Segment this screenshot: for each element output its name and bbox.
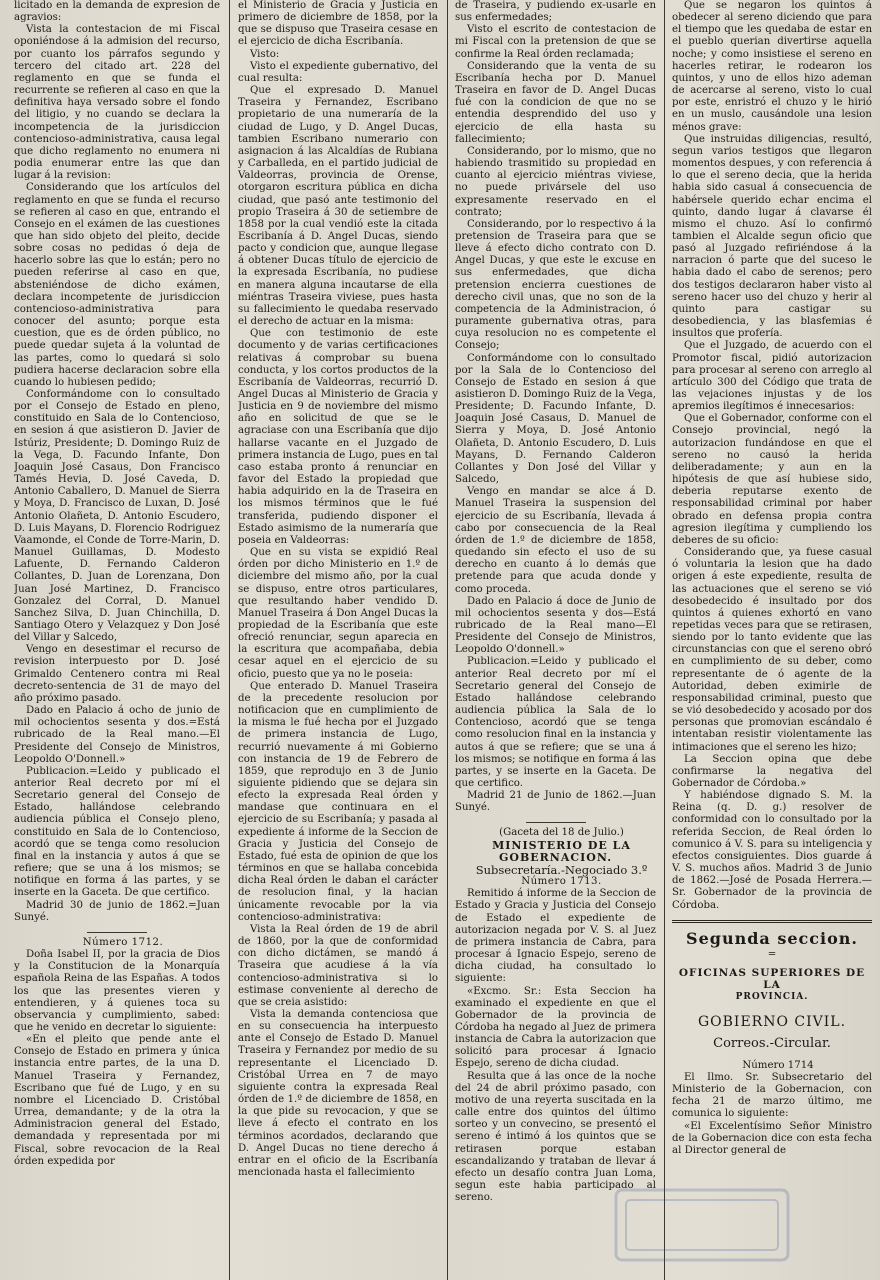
paragraph: Considerando, por lo respectivo á la pretension de Traseira para que se lleve á efecto dicho contrato con D. Angel Ducas, y que este le excuse en sus enfermedades, que dicha pretension encierra cuestiones de derecho civil unas, que no son de la competencia de la Administracion, ó puramente gubernativa otras, para cuya resolucion no es competente el Consejo; bbox=[455, 218, 656, 352]
paragraph: Visto: bbox=[250, 48, 280, 60]
paragraph: «Excmo. Sr.: Esta Seccion ha examinado el expediente en que el Gobernador de la provincia de Córdoba ha negado al Juez de primera instancia de Cabra la autorizacion que solicitó para procesar á Ignacio Espejo, sereno de dicha ciudad. bbox=[455, 985, 656, 1070]
offices-heading: OFICINAS SUPERIORES DE LA bbox=[678, 967, 866, 992]
paragraph: Considerando que los artículos del reglamento en que se funda el recurso se refieren al caso en que, entrando el Consejo en el exámen de las cuestiones que han sido objeto del pleito, decide sobre cosas no pedidas ó deja de hacerlo sobre las que lo están; pero no pueden referirse al caso en que, absteniéndose de dicho exámen, declara incompetente de jurisdiccion contencioso-administrativa para conocer del asunto; porque esta cuestion, que es de órden público, no puede quedar sujeta á la voluntad de las partes, como lo quedará si solo pudiera hacerse declaracion sobre ella cuando lo hubiesen pedido; bbox=[14, 182, 220, 388]
library-stamp bbox=[612, 1180, 792, 1270]
paragraph: Que enterado D. Manuel Traseira de la precedente resolucion por notificacion que en cumplimiento de la misma le fué hecha por el Juzgado de primera instancia de Lugo, recurrió nuevamente á mi Gobierno con instancia de 19 de Febrero de 1859, que reprodujo en 3 de Junio siguiente pidiendo que se dejara sin efecto la expresada Real órden y mandase que continuara en el ejercicio de su Escribanía; y pasada al expediente á informe de la Seccion de Gracia y Justicia del Consejo de Estado, fué esta de opinion de que los términos en que se hallaba concebida dicha Real órden le daban el carácter de resolucion final, y la hacian únicamente revocable por la via contencioso-administrativa: bbox=[238, 680, 438, 923]
dateline: Madrid 21 de Junio de 1862.—Juan Sunyé. bbox=[455, 790, 656, 814]
paragraph: Conformándome con lo consultado por la Sala de lo Contencioso del Consejo de Estado en sesion á que asistieron D. Domingo Ruiz de la Vega, Presidente; D. Facundo Infante, D. Joaquin José Casaus, D. Manuel de Sierra y Moya, D. José Antonio Olañeta, D. Antonio Escudero, D. Luis Mayans, D. Fernando Calderon Collantes y Don José del Villar y Salcedo, bbox=[455, 352, 656, 486]
divider bbox=[87, 932, 147, 933]
column-rule bbox=[447, 0, 448, 1280]
paragraph: Vista la demanda contenciosa que en su consecuencia ha interpuesto ante el Consejo de Estado D. Manuel Traseira y Fernandez por medio de su representante el Licenciado D. Cristóbal Urrea en 7 de mayo siguiente contra la expresada Real órden de 1.º de diciembre de 1858, en la que pide su revocacion, y que se lleve á efecto el contrato en los términos acordados, declarando que D. Angel Ducas no tiene derecho á entrar en el oficio de la Escribanía mencionada hasta el fallecimiento bbox=[238, 1008, 438, 1178]
paragraph: «En el pleito que pende ante el Consejo de Estado en primera y única instancia entre partes, de la una D. Manuel Traseira y Fernandez, Escribano que fué de Lugo, y en su nombre el Licenciado D. Cristóbal Urrea, demandante; y de la otra la Administracion general del Estado, demandada y representada por mi Fiscal, sobre revocacion de la Real órden expedida por bbox=[14, 1034, 220, 1167]
gaceta-reference: (Gaceta del 18 de Julio.) bbox=[499, 827, 624, 839]
column-rule bbox=[664, 0, 665, 1280]
paragraph: Publicacion.=Leido y publicado el anterior Real decreto por mí el Secretario general del Consejo de Estado, hallándose celebrando audiencia pública el Consejo pleno, constituido en Sala de lo Contencioso, acordó que se tenga como resolucion final en la instancia y autos á que se refiere; que se una á los mismos; se notifique en forma á las partes, y se inserte en la Gaceta. De que certifico. bbox=[14, 765, 220, 899]
paragraph: Considerando, por lo mismo, que no habiendo trasmitido su propiedad en cuanto al ejercicio miéntras viviese, no puede privársele del uso expresamente reservado en el contrato; bbox=[455, 145, 656, 218]
paragraph: Que con testimonio de este documento y de varias certificaciones relativas á comprobar su buena conducta, y los cortos productos de la Escribanía de Valdeorras, recurrió D. Angel Ducas al Ministerio de Gracia y Justicia en 9 de noviembre del mismo año en solicitud de que se le agraciase con una Escribanía que dijo hallarse vacante en el Juzgado de primera instancia de Lugo, pues en tal caso estaba pronto á renunciar en favor del Estado la propiedad que habia adquirido en la de Traseira en los mismos términos que le fué transferida, pudiendo disponer el Estado asimismo de la numeraría que poseia en Valdeorras: bbox=[238, 328, 438, 546]
circular-heading: Correos.-Circular. bbox=[713, 1035, 831, 1051]
paragraph: Publicacion.=Leido y publicado el anterior Real decreto por mí el Secretario general del Consejo de Estado hallándose celebrando audiencia pública la Sala de lo Contencioso, acordó que se tenga como resolucion final en la instancia y autos á que se refiere; que se una á los mismos; se notifique en forma á las partes, y se inserte en la Gaceta. De que certifico. bbox=[455, 656, 656, 789]
paragraph: Que en su vista se expidió Real órden por dicho Ministerio en 1.º de diciembre del mismo año, por la cual se dispuso, entre otros particulares, que resultando haber vendido D. Manuel Traseira á Don Angel Ducas la propiedad de la Escribanía que este ofreció renunciar, segun aparecia en la escritura que acompañaba, debia cesar aquel en el ejercicio de su oficio, puesto que ya no le poseia: bbox=[238, 547, 438, 680]
paragraph: Visto el expediente gubernativo, del cual resulta: bbox=[238, 60, 438, 84]
column-rule bbox=[229, 0, 230, 1280]
column-1 bbox=[14, 0, 220, 1280]
section-separator: = bbox=[767, 948, 777, 960]
document-number: Número 1712. bbox=[82, 936, 164, 948]
paragraph: Dado en Palacio á ocho de junio de mil ochocientos sesenta y dos.=Está rubricado de la Real mano.—El Presidente del Consejo de Ministros, Leopoldo O'Donnell.» bbox=[14, 705, 220, 765]
paragraph: Que el Gobernador, conforme con el Consejo provincial, negó la autorizacion fundándose en que el sereno no causó la herida deliberadamente; y aun en la hipótesis de que así hubiese sido, deberia reputarse exento de responsabilidad criminal por haber obrado en defensa propia contra agresion ilegítima y cumpliendo los deberes de su oficio: bbox=[672, 413, 872, 546]
subsection-heading: Subsecretaría.-Negociado 3.º bbox=[475, 862, 648, 877]
divider bbox=[526, 822, 586, 823]
section-heading: Segunda seccion. bbox=[672, 920, 872, 945]
paragraph: Que el Juzgado, de acuerdo con el Promotor fiscal, pidió autorizacion para procesar al sereno con arreglo al artículo 300 del Código que trata de las vejaciones injustas y de los apremios ilegítimos é innecesarios: bbox=[672, 340, 872, 413]
dateline: Madrid 30 de junio de 1862.=Juan Sunyé. bbox=[14, 899, 220, 923]
paragraph: «El Excelentísimo Señor Ministro de la Gobernacion dice con esta fecha al Director general de bbox=[672, 1120, 872, 1156]
paragraph: Resulta que á las once de la noche del 24 de abril próximo pasado, con motivo de una reyerta suscitada en la calle entre dos quintos del último sorteo y un convecino, se presentó el sereno é intimó á los quintos que se retirasen porque estaban escandalizando y trataban de llevar á efecto un desafío contra Juan Loma, segun este habia participado al sereno. bbox=[455, 1070, 656, 1204]
paragraph: licitado en la demanda de expresion de agravios: bbox=[14, 0, 220, 24]
paragraph: Vista la Real órden de 19 de abril de 1860, por la que de conformidad con dicho dictámen, se mandó á Traseira que acudiese á la vía contencioso-administrativa si lo estimase conveniente al derecho de que se creia asistido: bbox=[238, 923, 438, 1008]
paragraph: Dado en Palacio á doce de Junio de mil ochocientos sesenta y dos—Está rubricado de la Real mano—El Presidente del Consejo de Ministros, Leopoldo O'donnell.» bbox=[455, 595, 656, 656]
paragraph: Remitido á informe de la Seccion de Estado y Gracia y Justicia del Consejo de Estado el expediente de autorizacion negada por V. S. al Juez de primera instancia de Cabra, para procesar á Ignacio Espejo, sereno de dicha ciudad, ha consultado lo siguiente: bbox=[455, 888, 656, 985]
paragraph: Y habiéndose dignado S. M. la Reina (q. D. g.) resolver de conformidad con lo consultado por la referida Seccion, de Real órden lo comunico á V. S. para su inteligencia y efectos consiguientes. Dios guarde á V. S. muchos años. Madrid 3 de Junio de 1862.—José de Posada Herrera.—Sr. Gobernador de la provincia de Córdoba. bbox=[672, 790, 872, 911]
document-number: Número 1714 bbox=[742, 1059, 814, 1071]
paragraph: Doña Isabel II, por la gracia de Dios y la Constitucion de la Monarquía española Reina de las Españas. A todos los que las presentes vieren y entendieren, y á quienes toca su observancia y cumplimiento, sabed: que he venido en decretar lo siguiente: bbox=[14, 949, 220, 1033]
ministry-heading: MINISTERIO DE LA GOBERNACION. bbox=[492, 838, 631, 864]
paragraph: Vengo en desestimar el recurso de revision interpuesto por D. José Grimaldo Centenero contra mi Real decreto-sentencia de 31 de mayo del año próximo pasado. bbox=[14, 644, 220, 704]
paragraph: Considerando que la venta de su Escribanía hecha por D. Manuel Traseira en favor de D. Angel Ducas fué con la condicion de que no se entendia desprendido del uso y ejercicio de ella hasta su fallecimiento; bbox=[455, 60, 656, 145]
paragraph: Que el expresado D. Manuel Traseira y Fernandez, Escribano propietario de una numeraría de la ciudad de Lugo, y D. Angel Ducas, tambien Escribano numerario con asignacion á las Alcaldías de Rubiana y Carballeda, en el partido judicial de Valdeorras, provincia de Orense, otorgaron escritura pública en dicha ciudad, que pasó ante testimonio del propio Traseira á 30 de setiembre de 1858 por la cual vendió este la citada Escribanía á D. Angel Ducas, siendo pacto y condicion que, aunque llegase á obtener Ducas título de ejercicio de la expresada Escribanía, no pudiese en manera alguna incautarse de ella miéntras Traseira viviese, pues hasta su fallecimiento le quedaba reservado el derecho de actuar en la misma: bbox=[238, 85, 438, 328]
paragraph: La Seccion opina que debe confirmarse la negativa del Gobernador de Córdoba.» bbox=[672, 753, 872, 789]
government-heading: GOBIERNO CIVIL. bbox=[697, 1013, 847, 1030]
column-2 bbox=[238, 0, 438, 1280]
paragraph: Conformándome con lo consultado por el Consejo de Estado en pleno, constituido en Sala de lo Contencioso, en sesion á que asistieron D. Javier de Istúriz, Presidente; D. Domingo Ruiz de la Vega, D. Facundo Infante, Don Joaquin José Casaus, Don Francisco Tamés Hevia, D. José Caveda, D. Antonio Caballero, D. Manuel de Sierra y Moya, D. Francisco de Luxan, D. José Antonio Olañeta, D. Antonio Escudero, D. Luis Mayans, D. Florencio Rodriguez Vaamonde, el Conde de Torre-Marin, D. Manuel Guillamas, D. Modesto Lafuente, D. Fernando Calderon Collantes, D. Juan de Lorenzana, Don Juan José Martinez, D. Francisco Gonzalez del Corral, D. Manuel Sanchez Silva, D. Juan Chinchilla, D. Santiago Otero y Velazquez y Don José del Villar y Salcedo, bbox=[14, 389, 220, 644]
paragraph: Visto el escrito de contestacion de mi Fiscal con la pretension de que se confirme la Real órden reclamada; bbox=[455, 24, 656, 60]
paragraph: Que se negaron los quintos á obedecer al sereno diciendo que para el tiempo que les quedaba de estar en el pueblo querian divertirse aquella noche; y como insistiese el sereno en hacerles retirar, le rodearon los quintos, y uno de ellos hizo ademan de acercarse al sereno, visto lo cual por este, enristró el chuzo y le hirió en un muslo, causándole una lesion ménos grave: bbox=[672, 0, 872, 133]
paragraph: El Ilmo. Sr. Subsecretario del Ministerio de la Gobernacion, con fecha 21 de marzo último, me comunica lo siguiente: bbox=[672, 1071, 872, 1120]
paragraph: de Traseira, y pudiendo ex-usarle en sus enfermedades; bbox=[455, 0, 656, 24]
paragraph: Que instruidas diligencias, resultó, segun varios testigos que llegaron momentos despues, y con referencia á lo que el sereno decia, que la herida habia sido casual á consecuencia de habérsele querido echar encima el quinto, dando lugar á clavarse él mismo el chuzo. Así lo confirmó tambien el Alcalde segun oficio que pasó al Juzgado refiriéndose á la narracion ó parte que del suceso le habia dado el cabo de serenos; pero dos testigos declararon haber visto al sereno hacer uso del chuzo y herir al quinto para castigar su desobediencia, y las blasfemias é insultos que profería. bbox=[672, 133, 872, 340]
province-subheading: PROVINCIA. bbox=[735, 992, 809, 1003]
paragraph: Considerando que, ya fuese casual ó voluntaria la lesion que ha dado origen á este expediente, resulta de las actuaciones que el sereno se vió desobedecido é insultado por dos quintos á quienes exhortó en vano repetidas veces para que se retirasen, siendo por lo tanto evidente que las circunstancias con que el sereno obró en cumplimiento de su deber, como representante de ó agente de la Autoridad, deben eximirle de responsabilidad criminal, puesto que se vió desobedecido y acosado por dos personas que promovian escándalo é intentaban resistir violentamente las intimaciones que el sereno les hizo; bbox=[672, 547, 872, 753]
paragraph: Vengo en mandar se alce á D. Manuel Traseira la suspension del ejercicio de su Escribanía, llevada á cabo por consecuencia de la Real órden de 1.º de diciembre de 1858, quedando sin efecto el uso de su derecho en cuanto á lo demás que pretende para que acuda donde y como proceda. bbox=[455, 486, 656, 595]
column-4 bbox=[672, 0, 872, 1280]
paragraph: Vista la contestacion de mi Fiscal oponiéndose á la admision del recurso, por cuanto los párrafos segundo y tercero del citado art. 228 del reglamento en que se funda el recurrente se refieren al caso en que la definitiva haya versado sobre el fondo del litigio, y no cuando se declara la incompetencia de la jurisdiccion contencioso-administrativa, causa legal que dicho reglamento no enumera ni podia enumerar entre las que dan lugar á la revision: bbox=[14, 24, 220, 182]
paragraph: el Ministerio de Gracia y Justicia en primero de diciembre de 1858, por la que se dispuso que Traseira cesase en el ejercicio de dicha Escribanía. bbox=[238, 0, 438, 48]
column-3 bbox=[455, 0, 656, 1280]
document-number: Número 1713. bbox=[521, 876, 602, 888]
